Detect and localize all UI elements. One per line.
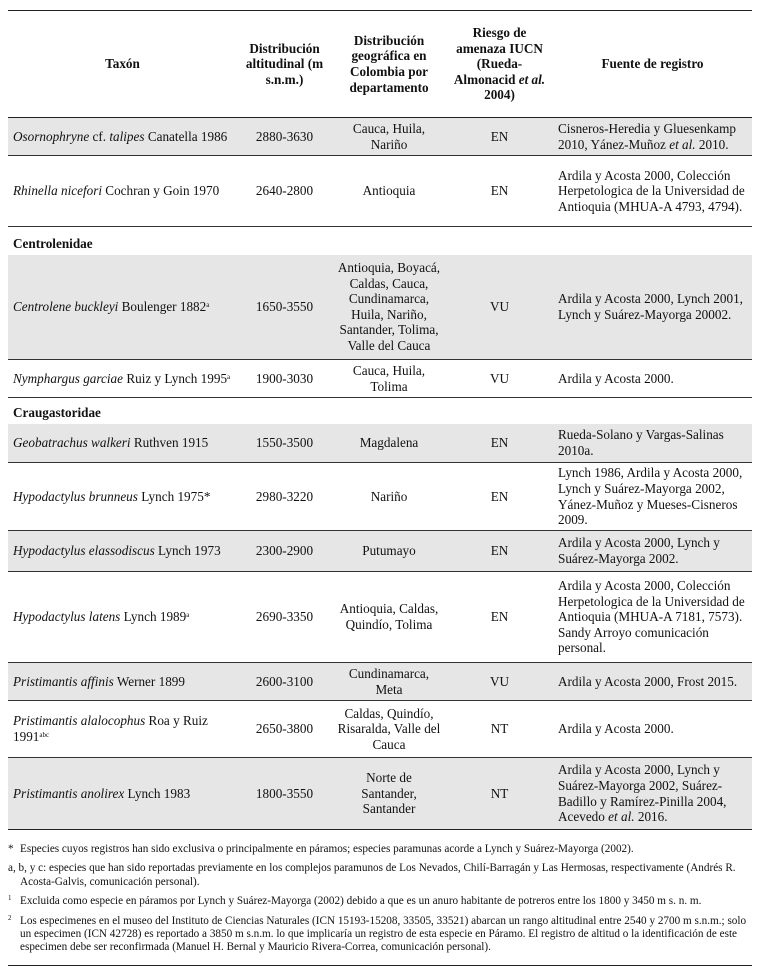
table-row — [8, 255, 752, 360]
risk-cell: VU — [446, 360, 553, 398]
footnote — [8, 843, 752, 856]
altitude-cell: 2880-3630 — [237, 118, 332, 156]
taxon-author: Roa y Ruiz 1991 — [13, 713, 208, 744]
taxon-cell — [8, 531, 237, 572]
risk-cell: EN — [446, 118, 553, 156]
header-altitude: Distribución altitudinal (m s.n.m.) — [237, 11, 332, 118]
altitude-cell: 2650-3800 — [237, 701, 332, 758]
taxon-genus: Centrolene buckleyi — [13, 298, 119, 314]
source-cell — [553, 758, 752, 830]
taxon-author: Lynch 1989 — [120, 609, 187, 625]
footnote: $^2$ Los especimenes en el museo del Instituto de Ciencias Naturales (ICN 15193-15208, 33505, 33521) abarcan un rango altitudinal entre 2540 y 2700 m s.n.m.; solo un especimen (ICN 42728) es reportado a 3850 m s.n.m. lo que implicaría un registro de esta especie en Páramo. El registro de altitud o la identificación de este especimen debe ser reconfirmada (Manuel H. Bernal y Mauricio Rivera-Correa, comunicación personal). — [8, 913, 747, 954]
geo-cell: Antioquia, Boyacá, Caldas, Cauca, Cundinamarca, Huila, Nariño, Santander, Tolima, Valle del Cauca — [332, 255, 446, 360]
taxon-cell — [8, 463, 237, 531]
taxon-genus: Pristimantis affinis — [13, 673, 114, 689]
taxon-footnote-marker: a — [227, 372, 231, 381]
taxon-genus: Hypodactylus elassodiscus — [13, 543, 155, 559]
table-row — [8, 531, 752, 572]
source-cell — [553, 531, 752, 572]
header-geo: Distribución geográfica en Colombia por departamento — [332, 11, 446, 118]
taxon-author: Lynch 1973 — [154, 543, 221, 559]
footnote-marker: * — [8, 843, 14, 855]
header-source: Fuente de registro — [553, 11, 752, 118]
taxon-qualifier: cf. — [89, 128, 110, 144]
geo-cell: Caldas, Quindío, Risaralda, Valle del Cauca — [332, 701, 446, 758]
species-table — [8, 10, 752, 830]
source-cell — [553, 360, 752, 398]
geo-cell: Putumayo — [332, 531, 446, 572]
source-text: Ardila y Acosta 2000. — [558, 370, 674, 386]
taxon-footnote-marker: abc — [39, 731, 50, 739]
taxon-author: Cochran y Goin 1970 — [102, 183, 220, 199]
footnote: $^1$ Excluida como especie en páramos por Lynch y Suárez-Mayorga (2002) debido a que es un anuro habitante de potreros entre los 1800 y 3450 m s. n. m. — [8, 894, 702, 908]
geo-cell: Norte de Santander, Santander — [332, 758, 446, 830]
taxon-cell — [8, 424, 237, 463]
source-text: Ardila y Acosta 2000. — [558, 721, 674, 737]
family-name: Craugastoridae — [13, 404, 101, 420]
source-et-al: et al. — [669, 136, 696, 152]
taxon-cell — [8, 156, 237, 227]
taxon-author: Ruiz y Lynch 1995 — [123, 370, 228, 386]
taxon-footnote-marker: a — [186, 611, 190, 620]
footnotes — [8, 829, 752, 966]
table-row — [8, 758, 752, 830]
footnote-text: Especies cuyos registros han sido exclusiva o principalmente en páramos; especies paramunas acorde a Lynch y Suárez-Mayorga (2002). — [20, 843, 634, 855]
geo-cell: Cauca, Huila, Tolima — [332, 360, 446, 398]
source-text: Ardila y Acosta 2000, Lynch y Suárez-Mayorga 2002. — [558, 535, 720, 566]
family-name: Centrolenidae — [13, 235, 93, 251]
family-row — [8, 227, 752, 255]
taxon-genus: Geobatrachus walkeri — [13, 434, 131, 450]
header-risk — [446, 11, 553, 118]
risk-cell: EN — [446, 424, 553, 463]
source-text: Rueda-Solano y Vargas-Salinas 2010a. — [558, 427, 724, 458]
table-row — [8, 118, 752, 156]
taxon-author: Ruthven 1915 — [130, 434, 209, 450]
source-text: Ardila y Acosta 2000, Lynch 2001, Lynch y Suárez-Mayorga 20002. — [558, 291, 743, 322]
taxon-author: Werner 1899 — [113, 673, 185, 689]
footnote — [8, 862, 752, 889]
altitude-cell: 1800-3550 — [237, 758, 332, 830]
altitude-cell: 2690-3350 — [237, 572, 332, 663]
header-risk-pre: Riesgo de amenaza IUCN (Rueda-Almonacid — [453, 25, 543, 87]
taxon-genus: Pristimantis alalocophus — [13, 713, 146, 729]
source-text: Ardila y Acosta 2000, Colección Herpetologica de la Universidad de Antioquia (MHUA-A 4793, 4794). — [558, 167, 745, 214]
table-row — [8, 701, 752, 758]
risk-cell: NT — [446, 701, 553, 758]
source-text: Ardila y Acosta 2000, Colección Herpetologica de la Universidad de Antioquia (MHUA-A 7181, 7573). Sandy Arroyo comunicación personal. — [558, 578, 745, 656]
footnote-marker: a, b, y c: — [8, 862, 47, 875]
table-body — [8, 118, 752, 830]
altitude-cell: 2600-3100 — [237, 663, 332, 701]
header-risk-post: 2004) — [484, 87, 515, 103]
taxon-genus: Osornophryne — [13, 128, 90, 144]
taxon-genus: Pristimantis anolirex — [13, 785, 125, 801]
taxon-genus: Nymphargus garciae — [13, 370, 124, 386]
altitude-cell: 1650-3550 — [237, 255, 332, 360]
taxon-cell — [8, 572, 237, 663]
altitude-cell: 1900-3030 — [237, 360, 332, 398]
risk-cell: EN — [446, 531, 553, 572]
footnote-text: Los especimenes en el museo del Instituto de Ciencias Naturales (ICN 15193-15208, 33505, 33521) abarcan un rango altitudinal entre 2540 y 2700 m s.n.m.; solo un especimen (ICN 42728) es reportado a 3850 m s.n.m. lo que implicaría un registro de esta especie en Páramo. El registro de altitud o la identificación de este especimen debe ser reconfirmada (Manuel H. Bernal y Mauricio Rivera-Correa, comunicación personal). — [20, 914, 747, 954]
table-row — [8, 360, 752, 398]
geo-cell: Nariño — [332, 463, 446, 531]
taxon-genus: Hypodactylus latens — [13, 609, 121, 625]
taxon-species: talipes — [109, 128, 145, 144]
risk-cell: EN — [446, 572, 553, 663]
table-row — [8, 572, 752, 663]
geo-cell: Cauca, Huila, Nariño — [332, 118, 446, 156]
source-et-al: et al. — [608, 809, 635, 825]
taxon-genus: Rhinella nicefori — [13, 183, 102, 199]
source-text: Lynch 1986, Ardila y Acosta 2000, Lynch y Suárez-Mayorga 2002, Yánez-Muñoz y Mueses-Cisneros 2009. — [558, 465, 743, 528]
taxon-cell — [8, 701, 237, 758]
taxon-footnote-marker: a — [206, 300, 210, 309]
risk-cell: VU — [446, 255, 553, 360]
source-text: Cisneros-Heredia y Gluesenkamp 2010, Yánez-Muñoz — [558, 120, 736, 152]
taxon-author: Lynch 1983 — [124, 785, 191, 801]
geo-cell: Cundinamarca, Meta — [332, 663, 446, 701]
altitude-cell: 2300-2900 — [237, 531, 332, 572]
risk-cell: NT — [446, 758, 553, 830]
source-text-end: 2016. — [634, 809, 668, 825]
taxon-author: Canatella 1986 — [144, 128, 228, 144]
geo-cell: Magdalena — [332, 424, 446, 463]
table-row — [8, 663, 752, 701]
header-risk-em: et al. — [518, 71, 546, 87]
taxon-genus: Hypodactylus brunneus — [13, 488, 138, 504]
taxon-author: Boulenger 1882 — [118, 298, 207, 314]
source-cell — [553, 424, 752, 463]
table-row — [8, 463, 752, 531]
footnote-text: Excluida como especie en páramos por Lynch y Suárez-Mayorga (2002) debido a que es un anuro habitante de potreros entre los 1800 y 3450 m s. n. m. — [20, 895, 702, 908]
risk-cell: VU — [446, 663, 553, 701]
source-cell — [553, 156, 752, 227]
risk-cell: EN — [446, 463, 553, 531]
taxon-cell — [8, 360, 237, 398]
source-cell — [553, 118, 752, 156]
geo-cell: Antioquia, Caldas, Quindío, Tolima — [332, 572, 446, 663]
source-cell — [553, 463, 752, 531]
source-cell — [553, 255, 752, 360]
header-taxon: Taxón — [8, 11, 237, 118]
source-cell — [553, 572, 752, 663]
taxon-author: Lynch 1975* — [137, 488, 211, 504]
altitude-cell: 2980-3220 — [237, 463, 332, 531]
footnote-text: especies que han sido reportadas previamente en los complejos paramunos de Los Nevados, Chilí-Barragán y Las Hermosas, respectivamente (Andrés R. Acosta-Galvis, comunicación personal). — [20, 862, 736, 888]
altitude-cell: 2640-2800 — [237, 156, 332, 227]
taxon-cell — [8, 758, 237, 830]
table-header-row — [8, 11, 752, 118]
source-cell — [553, 701, 752, 758]
taxon-cell — [8, 255, 237, 360]
table-row — [8, 156, 752, 227]
table-row — [8, 424, 752, 463]
altitude-cell: 1550-3500 — [237, 424, 332, 463]
source-cell — [553, 663, 752, 701]
source-text-end: 2010. — [695, 136, 729, 152]
family-row — [8, 398, 752, 424]
risk-cell: EN — [446, 156, 553, 227]
taxon-cell — [8, 118, 237, 156]
source-text: Ardila y Acosta 2000, Lynch y Suárez-Mayorga 2002, Suárez-Badillo y Ramírez-Pinilla 2004, Acevedo — [558, 762, 727, 825]
geo-cell: Antioquia — [332, 156, 446, 227]
taxon-cell — [8, 663, 237, 701]
source-text: Ardila y Acosta 2000, Frost 2015. — [558, 673, 738, 689]
